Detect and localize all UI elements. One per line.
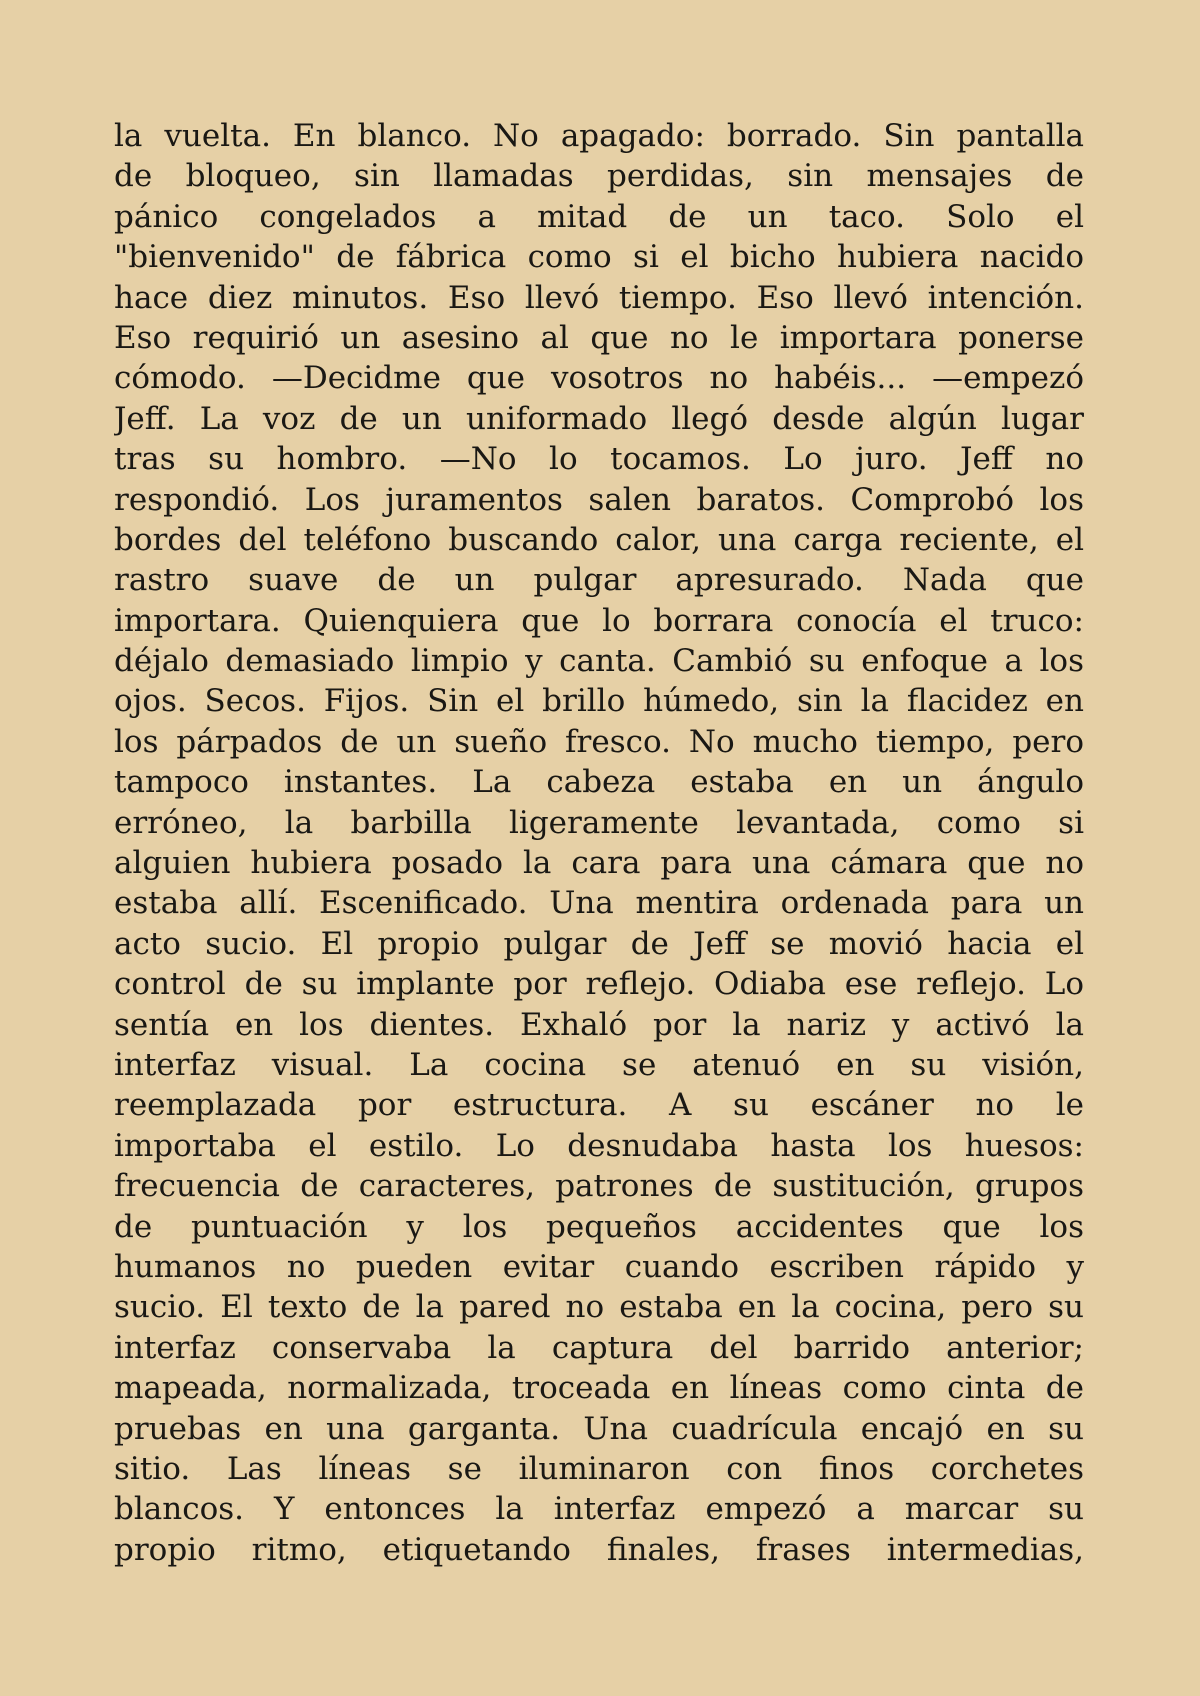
text-line: la vuelta. En blanco. No apagado: borrado. Sin pantalla [114,118,1084,154]
text-line: interfaz visual. La cocina se atenuó en su visión, [114,1046,1084,1083]
text-line: estaba allí. Escenificado. Una mentira ordenada para un [114,885,1084,922]
text-line: sitio. Las líneas se iluminaron con finos corchetes [114,1450,1084,1487]
text-line: sucio. El texto de la pared no estaba en la cocina, pero su [114,1289,1084,1326]
text-line: importaba el estilo. Lo desnudaba hasta los huesos: [114,1127,1084,1164]
text-line: acto sucio. El propio pulgar de Jeff se movió hacia el [114,925,1084,962]
text-line: los párpados de un sueño fresco. No mucho tiempo, pero [114,723,1084,760]
text-line: control de su implante por reflejo. Odiaba ese reflejo. Lo [114,966,1084,1003]
text-line: pánico congelados a mitad de un taco. Solo el [114,198,1084,235]
text-line: erróneo, la barbilla ligeramente levantada, como si [114,804,1084,841]
text-line: hace diez minutos. Eso llevó tiempo. Eso llevó intención. [114,279,1084,316]
text-line: cómodo. —Decidme que vosotros no habéis... —empezó [114,360,1084,397]
text-line: humanos no pueden evitar cuando escriben rápido y [114,1248,1084,1285]
text-line: tras su hombro. —No lo tocamos. Lo juro. Jeff no [114,441,1084,478]
text-line: mapeada, normalizada, troceada en líneas como cinta de [114,1370,1084,1407]
text-line: frecuencia de caracteres, patrones de sustitución, grupos [114,1168,1084,1205]
text-line: alguien hubiera posado la cara para una cámara que no [114,845,1084,882]
text-line: sentía en los dientes. Exhaló por la nariz y activó la [114,1006,1084,1043]
text-line: reemplazada por estructura. A su escáner no le [114,1087,1084,1124]
body-text [114,116,1084,1570]
text-line: déjalo demasiado limpio y canta. Cambió su enfoque a los [114,643,1084,680]
text-line: propio ritmo, etiquetando finales, frases intermedias, [114,1531,1084,1568]
text-line: de puntuación y los pequeños accidentes que los [114,1208,1084,1245]
text-line: de bloqueo, sin llamadas perdidas, sin mensajes de [114,158,1084,195]
text-line: pruebas en una garganta. Una cuadrícula encajó en su [114,1410,1084,1447]
text-line: "bienvenido" de fábrica como si el bicho hubiera nacido [114,239,1084,276]
text-line: bordes del teléfono buscando calor, una carga reciente, el [114,521,1084,558]
text-line: Eso requirió un asesino al que no le importara ponerse [114,319,1084,356]
text-line: importara. Quienquiera que lo borrara conocía el truco: [114,602,1084,639]
text-line: respondió. Los juramentos salen baratos. Comprobó los [114,481,1084,518]
text-line: tampoco instantes. La cabeza estaba en un ángulo [114,764,1084,801]
text-line: ojos. Secos. Fijos. Sin el brillo húmedo, sin la flacidez en [114,683,1084,720]
text-line: Jeff. La voz de un uniformado llegó desde algún lugar [114,400,1084,437]
text-line: interfaz conservaba la captura del barrido anterior; [114,1329,1084,1366]
text-line: rastro suave de un pulgar apresurado. Nada que [114,562,1084,599]
text-line: blancos. Y entonces la interfaz empezó a marcar su [114,1491,1084,1528]
